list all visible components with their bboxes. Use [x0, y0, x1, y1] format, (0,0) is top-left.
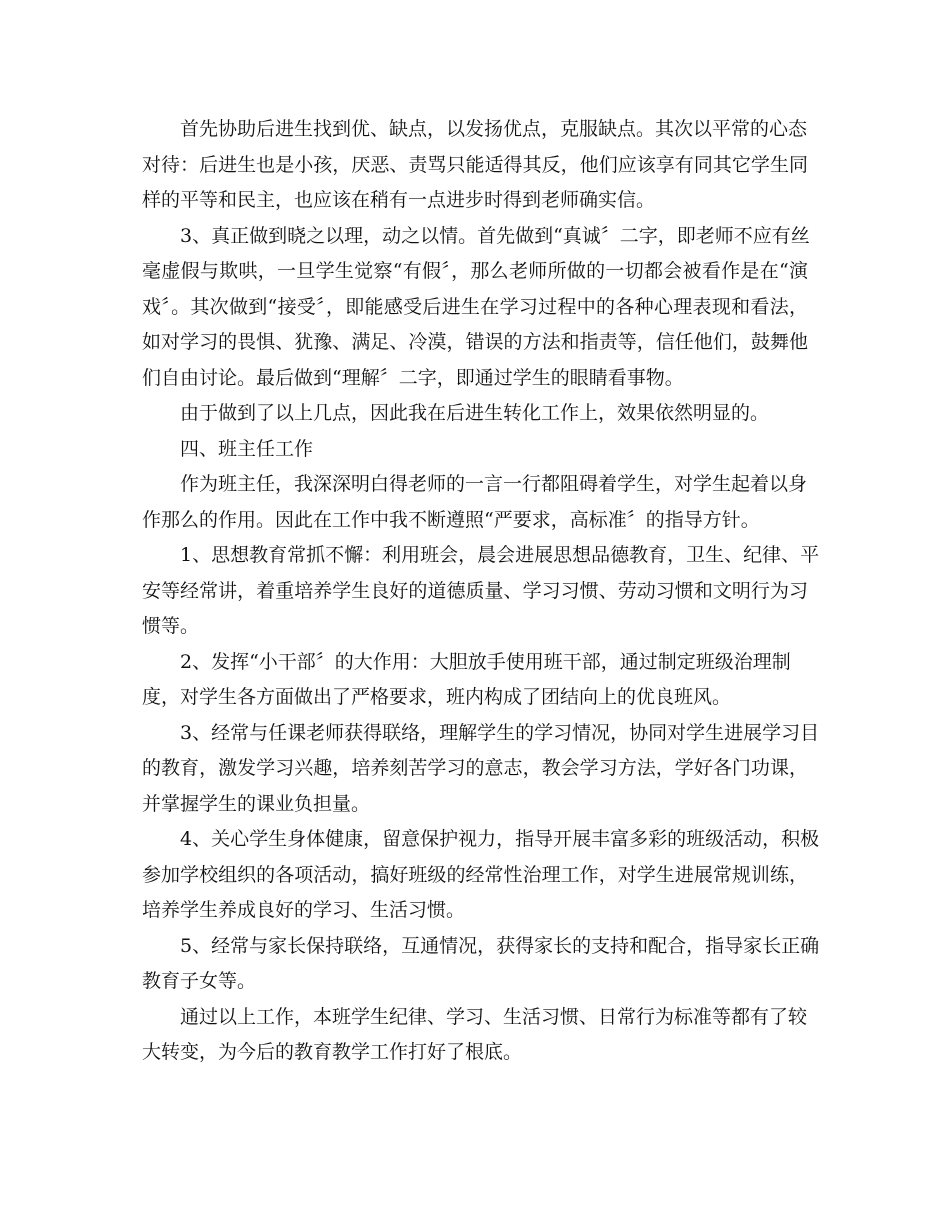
section-heading: 四、班主任工作 [180, 437, 314, 460]
paragraph-line: 参加学校组织的各项活动，搞好班级的经常性治理工作，对学生进展常规训练， [142, 863, 808, 886]
paragraph-line: 3、真正做到晓之以理，动之以情。首先做到“真诚〞二字，即老师不应有丝 [180, 224, 810, 247]
paragraph-line: 教育子女等。 [142, 970, 257, 992]
paragraph-line: 大转变，为今后的教育教学工作打好了根底。 [142, 1041, 523, 1063]
paragraph-line: 并掌握学生的课业负担量。 [142, 792, 371, 815]
paragraph-line: 培养学生养成良好的学习、生活习惯。 [142, 899, 466, 921]
paragraph-line: 们自由讨论。最后做到“理解〞二字，即通过学生的眼睛看事物。 [142, 366, 684, 389]
paragraph-line: 作为班主任，我深深明白得老师的一言一行都阻碍着学生，对学生起着以身 [180, 473, 808, 495]
paragraph-line: 样的平等和民主，也应该在稍有一点进步时得到老师确实信。 [142, 189, 656, 211]
paragraph-line: 作那么的作用。因此在工作中我不断遵照“严要求，高标准〞的指导方针。 [142, 508, 760, 531]
paragraph-line: 毫虚假与欺哄，一旦学生觉察“有假〞，那么老师所做的一切都会被看作是在“演 [142, 260, 808, 282]
paragraph-line: 如对学习的畏惧、犹豫、满足、冷漠，错误的方法和指责等，信任他们，鼓舞他 [142, 331, 808, 353]
paragraph-line: 3、经常与任课老师获得联络，理解学生的学习情况，协同对学生进展学习目 [180, 721, 820, 744]
paragraph-line: 2、发挥“小干部〞的大作用：大胆放手使用班干部，通过制定班级治理制 [180, 650, 791, 673]
paragraph-line: 4、关心学生身体健康，留意保护视力，指导开展丰富多彩的班级活动，积极 [180, 828, 820, 850]
document-body [142, 112, 820, 1071]
paragraph-line: 惯等。 [142, 615, 200, 637]
paragraph-line: 戏〞。其次做到“接受〞，即能感受后进生在学习过程中的各种心理表现和看法， [142, 295, 808, 318]
paragraph-line: 通过以上工作，本班学生纪律、学习、生活习惯、日常行为标准等都有了较 [180, 1005, 808, 1028]
paragraph-line: 1、思想教育常抓不懈：利用班会，晨会进展思想品德教育，卫生、纪律、平 [180, 544, 820, 566]
paragraph-line: 5、经常与家长保持联络，互通情况，获得家长的支持和配合，指导家长正确 [180, 934, 820, 957]
paragraph-line: 首先协助后进生找到优、缺点，以发扬优点，克服缺点。其次以平常的心态 [180, 118, 808, 140]
paragraph-line: 安等经常讲，着重培养学生良好的道德质量、学习习惯、劳动习惯和文明行为习 [142, 579, 808, 602]
paragraph-line: 由于做到了以上几点，因此我在后进生转化工作上，效果依然明显的。 [180, 402, 770, 424]
paragraph-line: 对待：后进生也是小孩，厌恶、责骂只能适得其反，他们应该享有同其它学生同 [142, 153, 808, 176]
paragraph-line: 的教育，激发学习兴趣，培养刻苦学习的意志，教会学习方法，学好各门功课， [142, 757, 808, 779]
paragraph-line: 度，对学生各方面做出了严格要求，班内构成了团结向上的优良班风。 [142, 686, 732, 708]
